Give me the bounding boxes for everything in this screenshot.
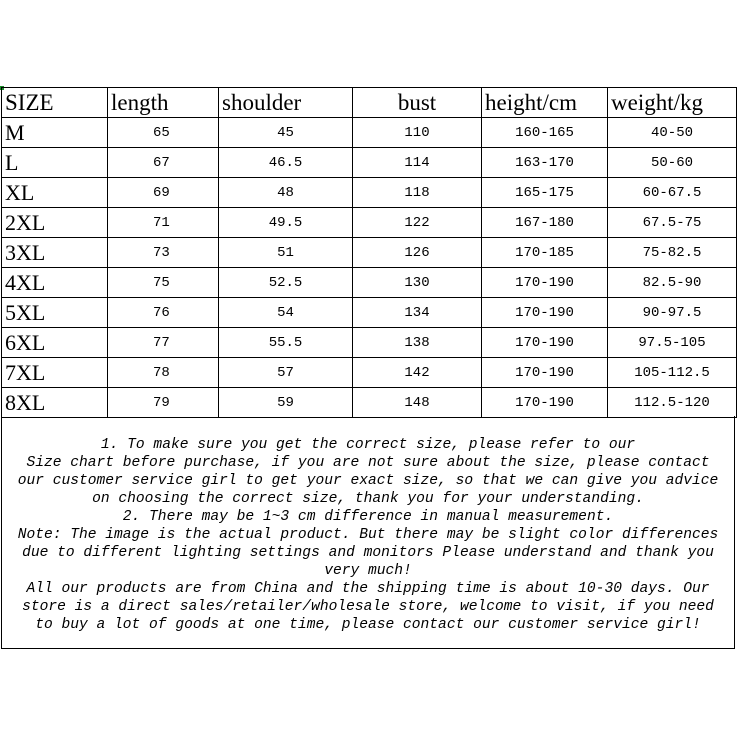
table-row	[2, 358, 737, 388]
cell-weight: 105-112.5	[608, 358, 737, 388]
note-line: our customer service girl to get your exact size, so that we can give you advice	[17, 473, 719, 489]
table-row	[2, 178, 737, 208]
cell-shoulder: 45	[219, 118, 353, 148]
cell-weight: 112.5-120	[608, 388, 737, 418]
cell-size: 5XL	[2, 298, 108, 328]
cell-bust: 134	[353, 298, 482, 328]
notes-box	[1, 416, 735, 649]
note-line: store is a direct sales/retailer/wholesale store, welcome to visit, if you need	[22, 599, 714, 615]
cell-weight: 97.5-105	[608, 328, 737, 358]
cell-height: 160-165	[482, 118, 608, 148]
cell-length: 71	[108, 208, 219, 238]
cell-bust: 148	[353, 388, 482, 418]
cell-length: 77	[108, 328, 219, 358]
cell-bust: 118	[353, 178, 482, 208]
table-row	[2, 148, 737, 178]
cell-size: 2XL	[2, 208, 108, 238]
cell-shoulder: 46.5	[219, 148, 353, 178]
cell-weight: 50-60	[608, 148, 737, 178]
cell-height: 163-170	[482, 148, 608, 178]
cell-size: 7XL	[2, 358, 108, 388]
cell-height: 170-190	[482, 358, 608, 388]
cell-shoulder: 57	[219, 358, 353, 388]
note-line: 1. To make sure you get the correct size, please refer to our	[100, 437, 636, 453]
note-line: All our products are from China and the shipping time is about 10-30 days. Our	[26, 581, 710, 597]
note-line: very much!	[324, 563, 412, 579]
note-line: Note: The image is the actual product. But there may be slight color differences	[17, 527, 719, 543]
table-header-row	[2, 88, 737, 118]
cell-height: 170-190	[482, 388, 608, 418]
cell-shoulder: 51	[219, 238, 353, 268]
cell-bust: 110	[353, 118, 482, 148]
table-row	[2, 268, 737, 298]
header-height: height/cm	[482, 88, 608, 118]
cell-shoulder: 52.5	[219, 268, 353, 298]
table-row	[2, 388, 737, 418]
cell-height: 170-190	[482, 298, 608, 328]
cell-size: M	[2, 118, 108, 148]
cell-length: 67	[108, 148, 219, 178]
cell-size: 8XL	[2, 388, 108, 418]
cell-height: 165-175	[482, 178, 608, 208]
cell-size: 3XL	[2, 238, 108, 268]
table-row	[2, 328, 737, 358]
table-row	[2, 118, 737, 148]
table-row	[2, 298, 737, 328]
cell-weight: 67.5-75	[608, 208, 737, 238]
cell-length: 75	[108, 268, 219, 298]
note-line: 2. There may be 1~3 cm difference in manual measurement.	[122, 509, 614, 525]
cell-length: 78	[108, 358, 219, 388]
table-row	[2, 208, 737, 238]
header-bust: bust	[353, 88, 482, 118]
note-line: Size chart before purchase, if you are not sure about the size, please contact	[26, 455, 710, 471]
cell-size: XL	[2, 178, 108, 208]
header-length: length	[108, 88, 219, 118]
cell-length: 65	[108, 118, 219, 148]
cell-shoulder: 55.5	[219, 328, 353, 358]
cell-weight: 60-67.5	[608, 178, 737, 208]
cell-bust: 138	[353, 328, 482, 358]
cell-height: 170-190	[482, 268, 608, 298]
header-size: SIZE	[2, 88, 108, 118]
cell-length: 73	[108, 238, 219, 268]
cell-size: 6XL	[2, 328, 108, 358]
header-weight: weight/kg	[608, 88, 737, 118]
cell-weight: 90-97.5	[608, 298, 737, 328]
cell-height: 170-185	[482, 238, 608, 268]
cell-size: L	[2, 148, 108, 178]
table-row	[2, 238, 737, 268]
cell-shoulder: 54	[219, 298, 353, 328]
cell-bust: 126	[353, 238, 482, 268]
cell-height: 170-190	[482, 328, 608, 358]
cell-shoulder: 48	[219, 178, 353, 208]
cell-bust: 114	[353, 148, 482, 178]
cell-weight: 82.5-90	[608, 268, 737, 298]
cell-shoulder: 49.5	[219, 208, 353, 238]
cell-weight: 75-82.5	[608, 238, 737, 268]
cell-bust: 122	[353, 208, 482, 238]
cell-length: 79	[108, 388, 219, 418]
note-line: due to different lighting settings and monitors Please understand and thank you	[22, 545, 714, 561]
note-line: on choosing the correct size, thank you for your understanding.	[92, 491, 644, 507]
cell-weight: 40-50	[608, 118, 737, 148]
size-chart-table	[1, 87, 737, 418]
header-shoulder: shoulder	[219, 88, 353, 118]
cell-length: 76	[108, 298, 219, 328]
note-line: to buy a lot of goods at one time, please contact our customer service girl!	[35, 617, 701, 633]
cell-height: 167-180	[482, 208, 608, 238]
cell-bust: 130	[353, 268, 482, 298]
cell-size: 4XL	[2, 268, 108, 298]
cell-length: 69	[108, 178, 219, 208]
cell-shoulder: 59	[219, 388, 353, 418]
cell-bust: 142	[353, 358, 482, 388]
